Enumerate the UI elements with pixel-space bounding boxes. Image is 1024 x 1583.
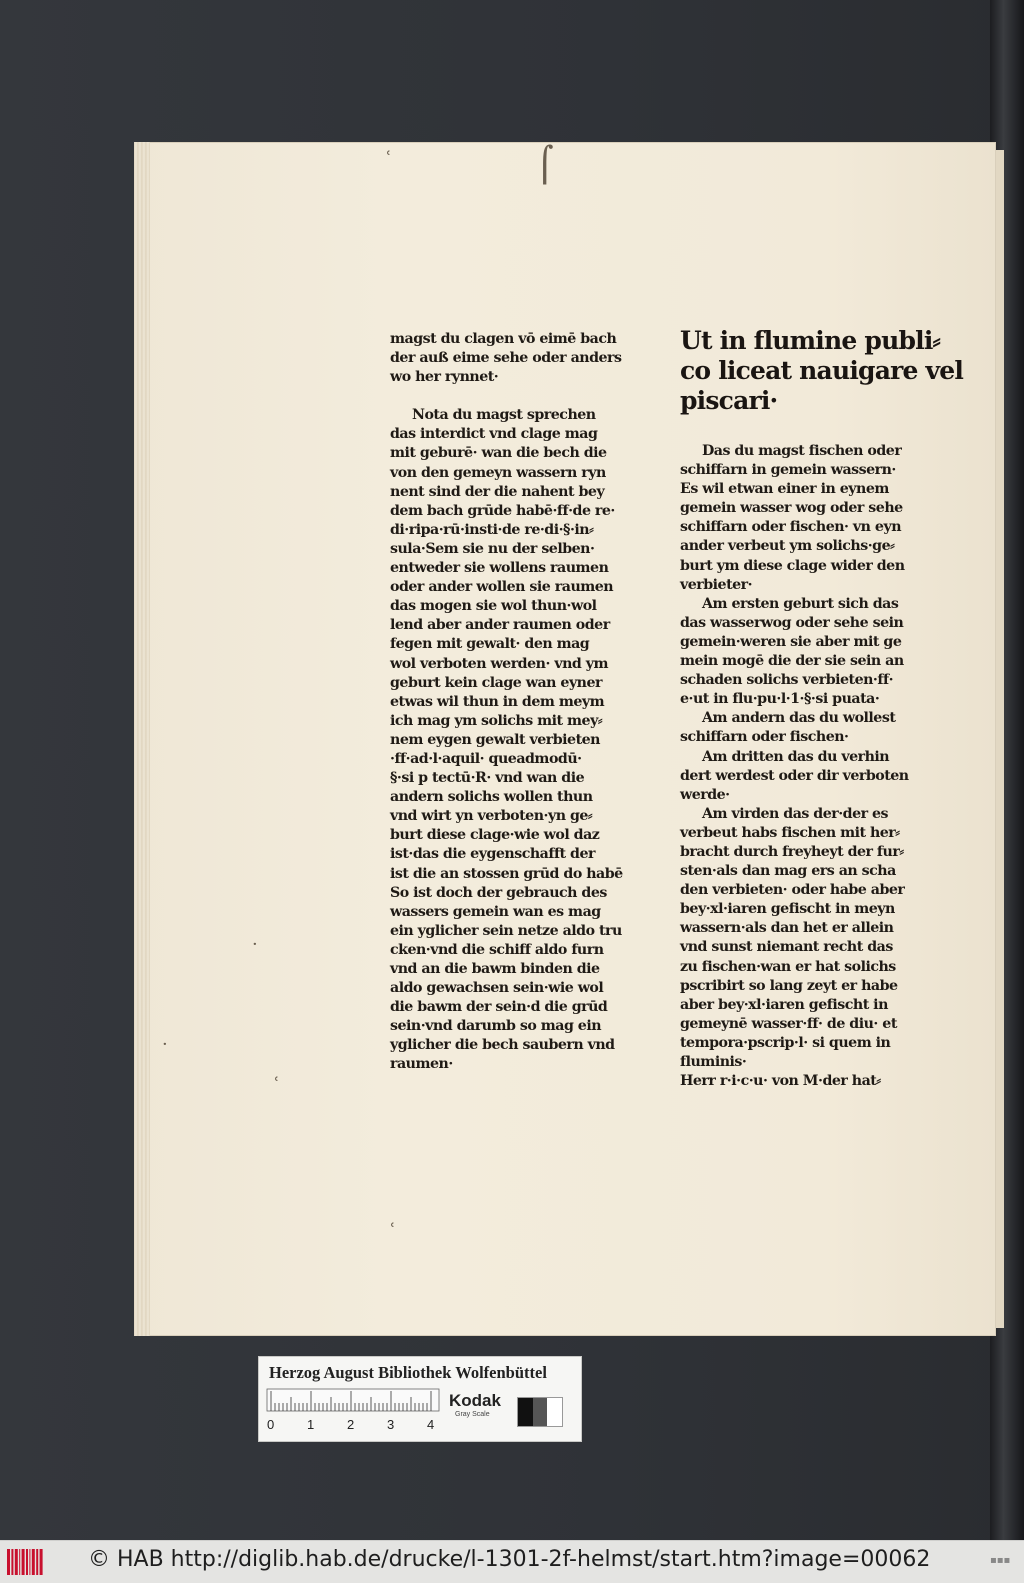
text-column-left xyxy=(390,330,622,1075)
paper-speck: · xyxy=(252,934,258,955)
paper-speck: ʿ xyxy=(390,1220,396,1241)
logo-bar xyxy=(32,1549,35,1575)
text-line: das wasserwog oder sehe sein xyxy=(680,614,904,631)
text-line: mit geburē· wan die bech die xyxy=(390,445,607,462)
logo-bar xyxy=(19,1549,20,1575)
library-label-card xyxy=(258,1356,582,1442)
heading-line: Ut in flumine publi⸗ xyxy=(680,326,941,355)
text-line: aber bey·xl·iaren gefischt in xyxy=(680,996,888,1013)
footer-corner-mark: ▪▪▪ xyxy=(990,1555,1011,1566)
paper-speck: ʿ xyxy=(386,148,392,169)
text-line: raumen· xyxy=(390,1056,453,1073)
swatch-white xyxy=(547,1398,562,1426)
text-line: wassers gemein wan es mag xyxy=(390,903,601,920)
text-line: Am dritten das du verhin xyxy=(702,748,890,765)
text-line: sein·vnd darumb so mag ein xyxy=(390,1018,602,1035)
text-line: gemein wasser wog oder sehe xyxy=(680,500,903,517)
text-line: Es wil etwan einer in eynem xyxy=(680,481,889,498)
text-line: zu fischen·wan er hat solichs xyxy=(680,958,896,975)
text-column-right xyxy=(680,442,912,1091)
text-line: dert werdest oder dir verboten xyxy=(680,767,909,784)
text-line: ein yglicher sein netze aldo tru xyxy=(390,922,622,939)
logo-bar xyxy=(26,1549,28,1575)
text-line: die bawm der sein·d die grūd xyxy=(390,999,608,1016)
text-line: magst du clagen vō eimē bach xyxy=(390,331,617,347)
text-line: ist·das die eygenschafft der xyxy=(390,846,595,863)
heading-line: piscari· xyxy=(680,386,778,415)
hab-logo-icon xyxy=(6,1547,50,1577)
text-line: Nota du magst sprechen xyxy=(412,407,596,424)
text-line: nent sind der die nahent bey xyxy=(390,483,605,500)
text-line: geburt kein clage wan eyner xyxy=(390,674,603,691)
logo-bar xyxy=(22,1549,25,1575)
logo-bar xyxy=(11,1549,13,1575)
text-line: andern solichs wollen thun xyxy=(390,789,593,806)
heading-line: co liceat nauigare vel xyxy=(680,356,964,385)
text-line: So ist doch der gebrauch des xyxy=(390,884,607,901)
logo-bar xyxy=(7,1549,10,1575)
swatch-dark-gray xyxy=(533,1398,548,1426)
text-line: e·ut in flu·pu·l·1·§·si puata· xyxy=(680,691,880,708)
paper-speck: · xyxy=(162,1034,168,1055)
page-stack-edge xyxy=(134,142,150,1336)
logo-bar xyxy=(29,1549,30,1575)
text-line: ich mag ym solichs mit mey⸗ xyxy=(390,712,603,729)
text-line: sula·Sem sie nu der selben· xyxy=(390,540,595,557)
ruler-numbers xyxy=(267,1417,447,1435)
text-line: schiffarn in gemein wassern· xyxy=(680,462,896,479)
gray-swatches xyxy=(517,1397,563,1427)
text-line: schaden solichs verbieten·ff· xyxy=(680,672,894,689)
text-line: wassern·als dan het er allein xyxy=(680,920,894,937)
text-line: gemeynē wasser·ff· de diu· et xyxy=(680,1015,897,1032)
text-line: sten·als dan mag ers an scha xyxy=(680,863,896,880)
text-line: gemein·weren sie aber mit ge xyxy=(680,633,902,650)
logo-bar xyxy=(15,1549,18,1575)
text-line: oder ander wollen sie raumen xyxy=(390,579,614,596)
ruler-number: 3 xyxy=(387,1417,395,1432)
text-line: burt diese clage·wie wol daz xyxy=(390,827,600,844)
text-line: das mogen sie wol thun·wol xyxy=(390,598,597,615)
text-line: mein mogē die der sie sein an xyxy=(680,653,904,670)
text-line: von den gemeyn wassern ryn xyxy=(390,464,606,481)
text-line: nem eygen gewalt verbieten xyxy=(390,731,600,748)
text-line: entweder sie wollens raumen xyxy=(390,560,609,577)
text-line: fegen mit gewalt· den mag xyxy=(390,636,590,653)
text-line: schiffarn oder fischen· vn eyn xyxy=(680,519,902,536)
logo-bar xyxy=(36,1549,38,1575)
footer-bar xyxy=(0,1540,1024,1583)
text-line: aldo gewachsen sein·wie wol xyxy=(390,980,604,997)
paragraph-gap xyxy=(390,387,622,406)
text-line: das interdict vnd clage mag xyxy=(390,426,598,443)
page-gutter xyxy=(996,150,1004,1328)
paper-speck: ʿ xyxy=(274,1074,280,1095)
text-line: bracht durch freyheyt der fur⸗ xyxy=(680,843,904,860)
text-line: schiffarn oder fischen· xyxy=(680,729,849,746)
text-line: verbieter· xyxy=(680,576,753,593)
text-line: ·ff·ad·l·aquil· queadmodū· xyxy=(390,750,582,767)
text-line: verbeut habs fischen mit her⸗ xyxy=(680,824,900,841)
text-line: cken·vnd die schiff aldo furn xyxy=(390,941,604,958)
text-line: Am andern das du wollest xyxy=(702,710,896,727)
text-line: etwas wil thun in dem meym xyxy=(390,693,605,710)
text-line: den verbieten· oder habe aber xyxy=(680,882,905,899)
logo-bar xyxy=(40,1549,43,1575)
text-line: bey·xl·iaren gefischt in meyn xyxy=(680,901,895,918)
gray-scale-caption: Gray Scale xyxy=(455,1411,490,1418)
source-url[interactable]: © HAB http://diglib.hab.de/drucke/l-1301-2f-helmst/start.htm?image=00062 xyxy=(88,1547,931,1572)
section-heading xyxy=(680,326,964,416)
text-line: Herr r·i·c·u· von M·der hat⸗ xyxy=(680,1073,881,1090)
text-line: Am virden das der·der es xyxy=(702,805,889,822)
text-line: Das du magst fischen oder xyxy=(702,443,902,459)
text-line: ist die an stossen grūd do habē xyxy=(390,865,623,882)
ruler-number: 2 xyxy=(347,1417,355,1432)
text-line: tempora·pscrip·l· si quem in xyxy=(680,1034,891,1051)
text-line: di·ripa·rū·insti·de re·di·§·in⸗ xyxy=(390,521,594,538)
swatch-black xyxy=(518,1398,533,1426)
text-line: dem bach grūde habē·ff·de re· xyxy=(390,502,615,519)
text-line: §·si p tectū·R· vnd wan die xyxy=(390,770,585,787)
text-line: vnd wirt yn verboten·yn ge⸗ xyxy=(390,808,593,825)
kodak-brand: Kodak xyxy=(449,1391,501,1410)
text-line: vnd an die bawm binden die xyxy=(390,961,600,977)
text-line: wol verboten werden· vnd ym xyxy=(390,655,608,672)
ruler-number: 1 xyxy=(307,1417,315,1432)
text-line: burt ym diese clage wider den xyxy=(680,557,905,574)
text-line: vnd sunst niemant recht das xyxy=(680,939,893,956)
text-line: pscribirt so lang zeyt er habe xyxy=(680,977,898,994)
text-line: fluminis· xyxy=(680,1054,747,1070)
text-line: werde· xyxy=(680,786,730,803)
text-line: yglicher die bech saubern vnd xyxy=(390,1037,615,1054)
text-line: wo her rynnet· xyxy=(390,369,499,386)
ruler-number: 4 xyxy=(427,1417,435,1432)
text-line: lend aber ander raumen oder xyxy=(390,617,610,634)
library-name: Herzog August Bibliothek Wolfenbüttel xyxy=(269,1363,547,1382)
text-line: der auß eime sehe oder anders xyxy=(390,350,622,367)
text-line: ander verbeut ym solichs·ge⸗ xyxy=(680,538,895,555)
paper-speck: ⌠ xyxy=(536,145,554,185)
text-line: Am ersten geburt sich das xyxy=(702,595,899,612)
ruler-scale xyxy=(267,1389,439,1419)
ruler-number: 0 xyxy=(267,1417,275,1432)
